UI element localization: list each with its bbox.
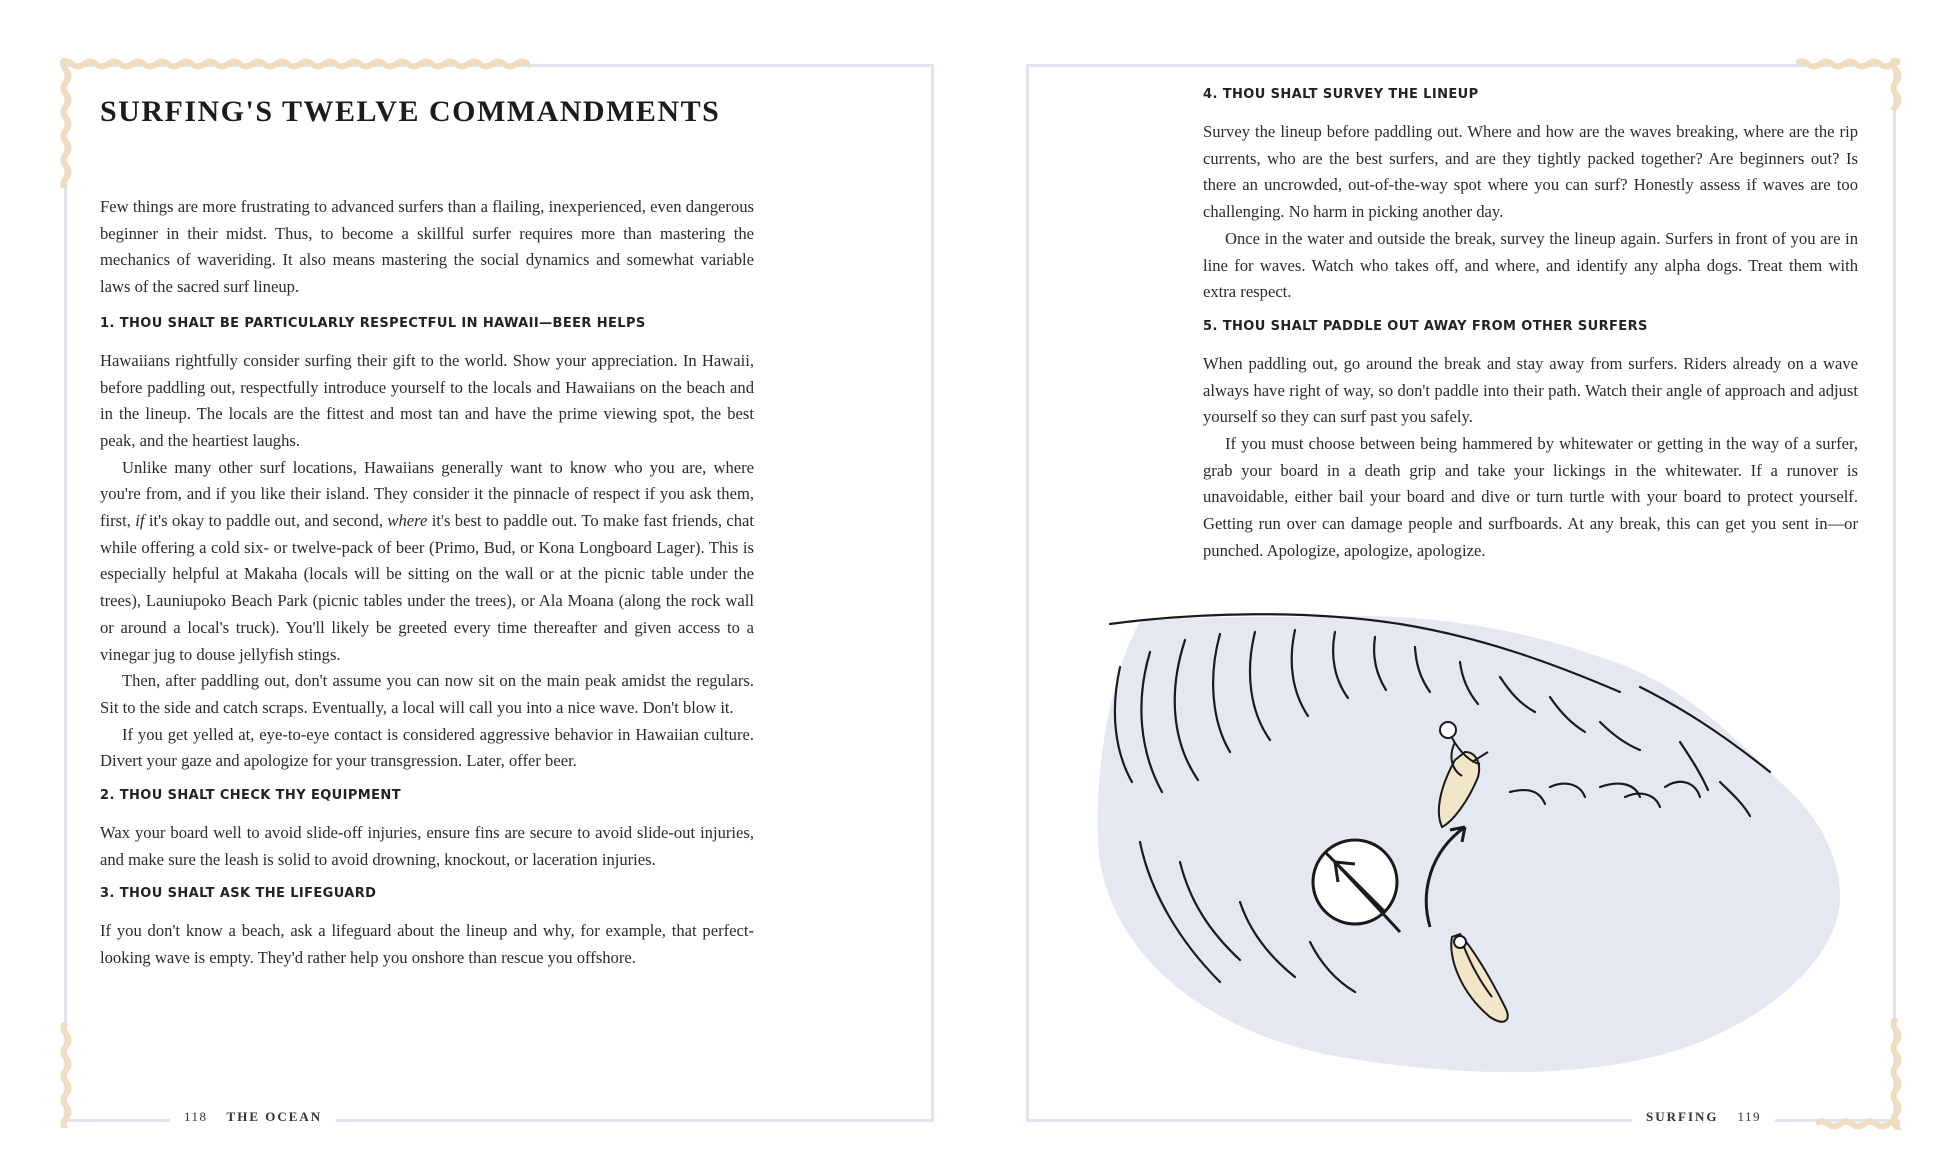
running-head-left: THE OCEAN xyxy=(226,1109,323,1124)
section-heading-3: 3. THOU SHALT ASK THE LIFEGUARD xyxy=(100,886,377,902)
section-1-paragraph-2: Unlike many other surf locations, Hawaiians generally want to know who you are, where you're from, and if you like their island. They consider it the pinnacle of respect if you ask them, first, if it's okay to paddle out, and second, where it's best to paddle out. To make fast friends, chat while offering a cold six- or twelve-pack of beer (Primo, Bud, or Kona Longboard Lager). This is especially helpful at Makaha (locals will be sitting on the wall or at the picnic table under the trees), Launiupoko Beach Park (picnic tables under the trees), or Ala Moana (along the rock wall or around a local's truck). You'll likely be greeted every time thereafter and given access to a vinegar jug to douse jellyfish stings. xyxy=(100,457,755,664)
page-number-left: 118 xyxy=(184,1109,208,1124)
intro-paragraph: Few things are more frustrating to advanced surfers than a flailing, inexperienced, even dangerous beginner in their midst. Thus, to become a skillful surfer requires more than mastering the mechanics of waveriding. It also means mastering the social dynamics and somewhat variable laws of the sacred surf lineup. xyxy=(100,197,754,297)
section-4-paragraph-1: Survey the lineup before paddling out. Where and how are the waves breaking, where are the rip currents, who are the best surfers, and are they tightly packed together? Are beginners out? Is there an uncrowded, out-of-the-way spot where you can surf? Honestly assess if waves are too challenging. No harm in picking another day. xyxy=(1203,122,1858,222)
title-bold: TWELVE COMMANDMENTS xyxy=(282,95,721,128)
right-page-content xyxy=(1203,86,1858,565)
wave-surfers-illustration xyxy=(1080,612,1860,1082)
section-5-paragraph-2: If you must choose between being hammered by whitewater or getting in the way of a surfer, grab your board in a death grip and take your lickings in the whitewater. If a runover is unavoidable, either bail your board and dive or turn turtle with your board to protect yourself. Getting run over can damage people and surfboards. At any break, this can get you sent in—or punched. Apologize, apologize, apologize. xyxy=(1203,434,1858,560)
scallop-border-right-bottom xyxy=(1888,1018,1904,1130)
scallop-border-left-top xyxy=(58,58,74,188)
scallop-border-left-bottom xyxy=(58,1022,74,1128)
scallop-border-top-right xyxy=(1796,56,1900,72)
section-4-paragraph-2: Once in the water and outside the break, survey the lineup again. Surfers in front of you are in line for waves. Watch who takes off, and where, and identify any alpha dogs. Treat them with extra respect. xyxy=(1203,228,1858,302)
scallop-border-bottom-right xyxy=(1816,1116,1900,1132)
left-page-footer xyxy=(170,1108,336,1126)
page-number-right: 119 xyxy=(1737,1109,1762,1124)
section-heading-5: 5. THOU SHALT PADDLE OUT AWAY FROM OTHER SURFERS xyxy=(1203,318,1648,334)
section-1-paragraph-3: Then, after paddling out, don't assume you can now sit on the main peak amidst the regulars. Sit to the side and catch scraps. Eventually, a local will call you into a nice wave. Don't blow it. xyxy=(100,671,754,717)
page-title xyxy=(100,92,754,132)
scallop-border-top-left xyxy=(60,56,530,72)
wave-shape xyxy=(1097,616,1840,1072)
section-1-paragraph-4: If you get yelled at, eye-to-eye contact is considered aggressive behavior in Hawaiian culture. Divert your gaze and apologize for your transgression. Later, offer beer. xyxy=(100,724,754,771)
section-5-paragraph-1: When paddling out, go around the break and stay away from surfers. Riders already on a wave always have right of way, so don't paddle into their path. Watch their angle of approach and adjust yourself so they can surf past you safely. xyxy=(1203,353,1858,427)
title-regular: SURFING'S xyxy=(100,95,274,128)
running-head-right: SURFING xyxy=(1646,1109,1719,1124)
section-2-paragraph-1: Wax your board well to avoid slide-off injuries, ensure fins are secure to avoid slide-out injuries, and make sure the leash is solid to avoid drowning, knockout, or laceration injuries. xyxy=(100,823,754,869)
left-page-content xyxy=(100,92,754,972)
section-heading-4: 4. THOU SHALT SURVEY THE LINEUP xyxy=(1203,87,1479,102)
section-3-paragraph-1: If you don't know a beach, ask a lifeguard about the lineup and why, for example, that perfect-looking wave is empty. They'd rather help you onshore than rescue you offshore. xyxy=(100,921,754,968)
section-1-paragraph-1: Hawaiians rightfully consider surfing their gift to the world. Show your appreciation. In Hawaii, before paddling out, respectfully introduce yourself to the locals and Hawaiians on the beach and in the lineup. The locals are the fittest and most tan and have the prime viewing spot, the best peak, and the heartiest laughs. xyxy=(100,350,754,450)
section-heading-1: 1. THOU SHALT BE PARTICULARLY RESPECTFUL IN HAWAII—BEER HELPS xyxy=(100,315,646,331)
scallop-border-right-top xyxy=(1888,58,1904,110)
section-heading-2: 2. THOU SHALT CHECK THY EQUIPMENT xyxy=(100,788,401,804)
right-page-footer xyxy=(1632,1108,1775,1126)
